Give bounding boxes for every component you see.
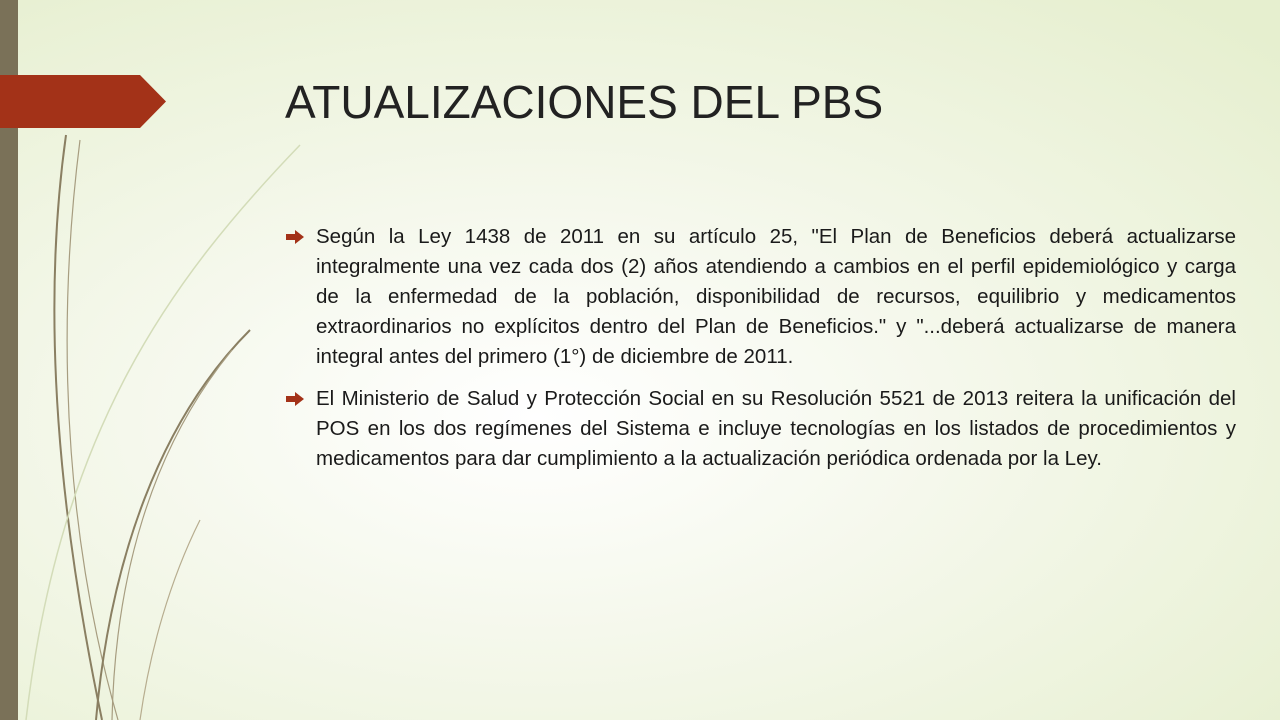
bullet-text: Según la Ley 1438 de 2011 en su artículo 25, "El Plan de Beneficios deberá actualizarse integralmente una vez cada dos (2) años atendiendo a cambios en el perfil epidemiológico y carga de la enfermedad de la población, disponibilidad de recursos, equilibrio y medicamentos extraordinarios no explícitos dentro del Plan de Beneficios." y "...deberá actualizarse de manera integral antes del primero (1°) de diciembre de 2011.	[316, 225, 1236, 368]
bullet-text: El Ministerio de Salud y Protección Social en su Resolución 5521 de 2013 reitera la unificación del POS en los dos regímenes del Sistema e incluye tecnologías en los listados de procedimientos y medicamentos para dar cumplimiento a la actualización periódica ordenada por la Ley.	[316, 387, 1236, 470]
arrow-right-icon	[286, 230, 304, 244]
bullet-list	[286, 222, 1236, 486]
slide-title: ATUALIZACIONES DEL PBS	[285, 76, 884, 128]
bullet-item	[286, 384, 1236, 474]
title-accent-tab	[0, 75, 166, 128]
arrow-right-icon	[286, 392, 304, 406]
bullet-item	[286, 222, 1236, 372]
